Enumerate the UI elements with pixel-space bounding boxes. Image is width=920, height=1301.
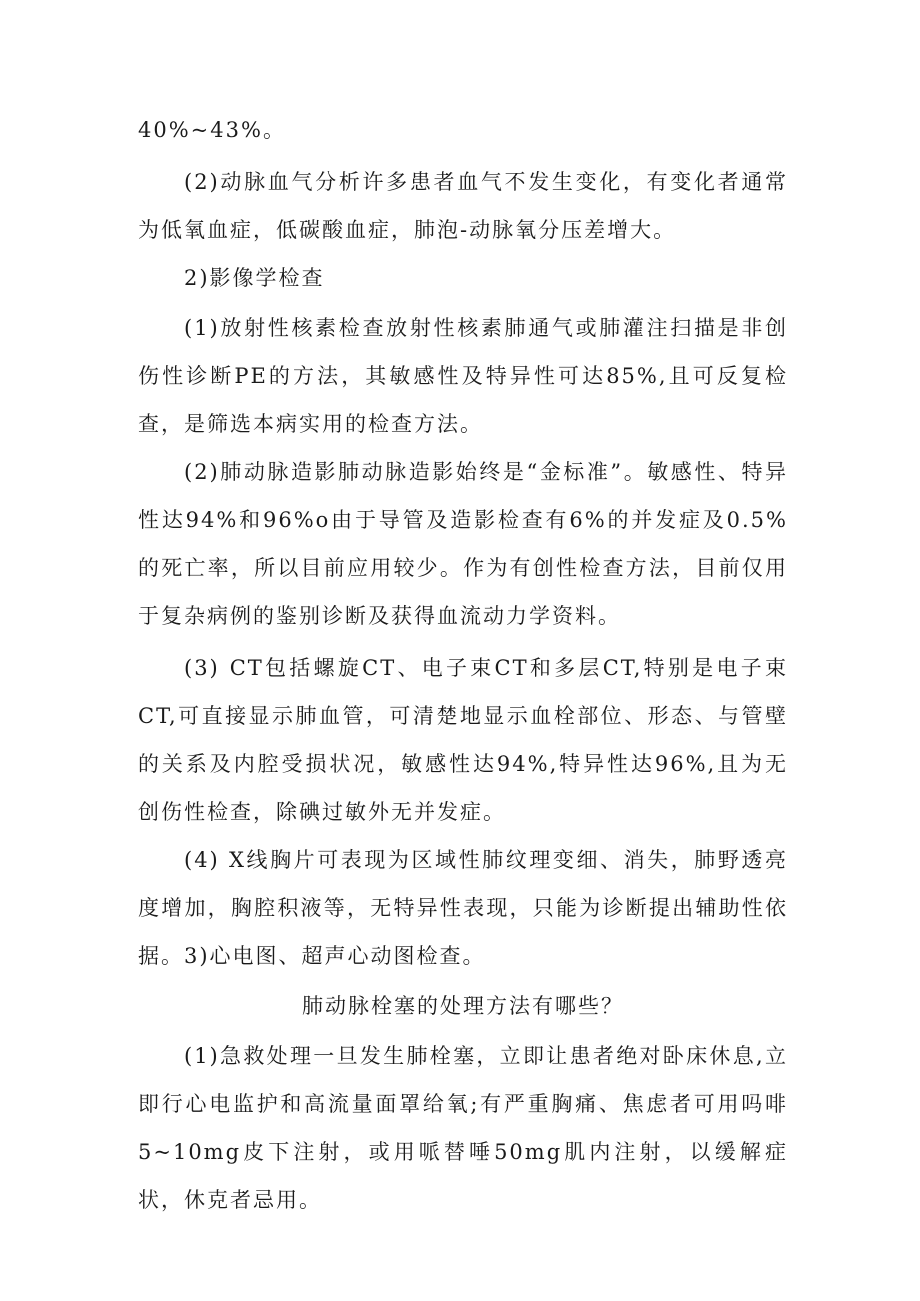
paragraph-emergency: (1)急救处理一旦发生肺栓塞，立即让患者绝对卧床休息,立即行心电监护和高流量面罩给氧;有严重胸痛、焦虑者可用吗啡5~10mg皮下注射，或用哌替唾50mg肌内注射，以缓解症状，休克者忌用。 bbox=[138, 1044, 788, 1212]
section-heading: 肺动脉栓塞的处理方法有哪些？ bbox=[302, 994, 624, 1018]
subheading-imaging: 2)影像学检查 bbox=[184, 266, 325, 290]
subheading-ecg: 3)心电图、超声心动图检查。 bbox=[184, 944, 486, 968]
paragraph-continuation: 40%~43%。 bbox=[138, 118, 286, 142]
paragraph-angiography: (2)肺动脉造影肺动脉造影始终是“金标准”。敏感性、特异性达94%和96%o由于导管及造影检查有6%的并发症及0.5%的死亡率，所以目前应用较少。作为有创性检查方法，目前仅用于复杂病例的鉴别诊断及获得血流动力学资料。 bbox=[138, 460, 788, 628]
paragraph-xray: (4) X线胸片可表现为区域性肺纹理变细、消失，肺野透亮度增加，胸腔积液等，无特异性表现，只能为诊断提出辅助性依据。 bbox=[138, 848, 788, 968]
paragraph-radionuclide: (1)放射性核素检查放射性核素肺通气或肺灌注扫描是非创伤性诊断PE的方法，其敏感性及特异性可达85%,且可反复检查，是筛选本病实用的检查方法。 bbox=[138, 316, 788, 436]
paragraph-ct: (3) CT包括螺旋CT、电子束CT和多层CT,特别是电子束CT,可直接显示肺血管，可清楚地显示血栓部位、形态、与管壁的关系及内腔受损状况，敏感性达94%,特异性达96%,且为无创伤性检查，除碘过敏外无并发症。 bbox=[138, 656, 788, 824]
paragraph-blood-gas: (2)动脉血气分析许多患者血气不发生变化，有变化者通常为低氧血症，低碳酸血症，肺泡-动脉氧分压差增大。 bbox=[138, 170, 788, 242]
